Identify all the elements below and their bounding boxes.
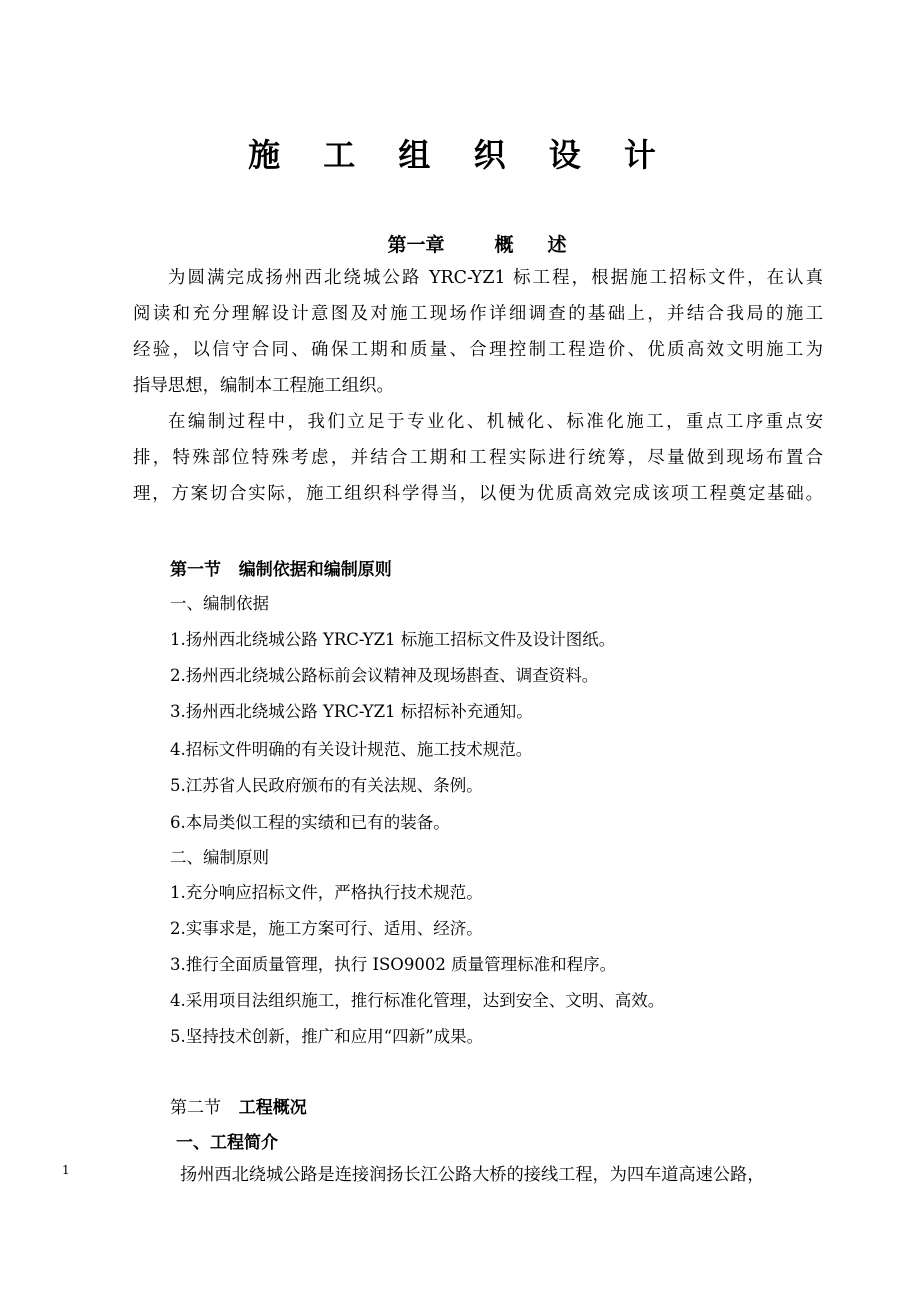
chapter-number: 第一章 (387, 234, 445, 256)
section2-title: 工程概况 (238, 1098, 307, 1118)
paragraph-line: 经验，以信守合同、确保工期和质量、合理控制工程造价、优质高效文明施工为 (133, 340, 823, 360)
paragraph-line: 指导思想，编制本工程施工组织。 (133, 376, 394, 396)
paragraph-line: 阅读和充分理解设计意图及对施工现场作详细调查的基础上，并结合我局的施工 (133, 304, 823, 324)
basis-heading: 一、编制依据 (170, 594, 269, 613)
intro-paragraph-1 (133, 260, 823, 404)
principles-item: 3.推行全面质量管理，执行 ISO9002 质量管理标准和程序。 (170, 955, 617, 974)
section2-first-line: 扬州西北绕城公路是连接润扬长江公路大桥的接线工程，为四车道高速公路， (180, 1165, 765, 1185)
basis-item: 3.扬州西北绕城公路 YRC-YZ1 标招标补充通知。 (170, 702, 533, 721)
principles-item: 1.充分响应招标文件，严格执行技术规范。 (170, 883, 483, 902)
basis-item: 4.招标文件明确的有关设计规范、施工技术规范。 (170, 740, 533, 759)
section1-heading (170, 555, 392, 580)
principles-heading: 二、编制原则 (170, 848, 269, 867)
intro-paragraph-2 (133, 404, 823, 512)
chapter-name-b: 述 (547, 234, 567, 256)
paragraph-line: 为圆满完成扬州西北绕城公路 YRC-YZ1 标工程，根据施工招标文件，在认真 (168, 268, 823, 288)
paragraph-line: 理，方案切合实际，施工组织科学得当，以便为优质高效完成该项工程奠定基础。 (133, 484, 823, 504)
basis-item: 2.扬州西北绕城公路标前会议精神及现场斟查、调查资料。 (170, 666, 599, 685)
principles-item: 4.采用项目法组织施工，推行标准化管理，达到安全、文明、高效。 (170, 991, 665, 1010)
principles-item: 2.实事求是，施工方案可行、适用、经济。 (170, 919, 483, 938)
section2-heading (170, 1093, 307, 1118)
basis-item: 1.扬州西北绕城公路 YRC-YZ1 标施工招标文件及设计图纸。 (170, 630, 616, 649)
document-title: 施 工 组 织 设 计 (248, 136, 672, 174)
basis-item: 5.江苏省人民政府颁布的有关法规、条例。 (170, 776, 483, 795)
section1-title: 编制依据和编制原则 (238, 560, 392, 580)
page-number: 1 (62, 1163, 70, 1177)
section2-label: 第二节 (170, 1098, 221, 1118)
principles-item: 5.坚持技术创新，推广和应用“四新”成果。 (170, 1027, 484, 1046)
chapter-heading (0, 230, 920, 257)
chapter-name-a: 概 (494, 234, 514, 256)
section2-subheading: 一、工程简介 (176, 1133, 278, 1153)
basis-item: 6.本局类似工程的实绩和已有的装备。 (170, 813, 450, 832)
paragraph-line: 在编制过程中，我们立足于专业化、机械化、标准化施工，重点工序重点安 (168, 412, 823, 432)
section1-label: 第一节 (170, 560, 221, 580)
paragraph-line: 排，特殊部位特殊考虑，并结合工期和工程实际进行统筹，尽量做到现场布置合 (133, 448, 823, 468)
